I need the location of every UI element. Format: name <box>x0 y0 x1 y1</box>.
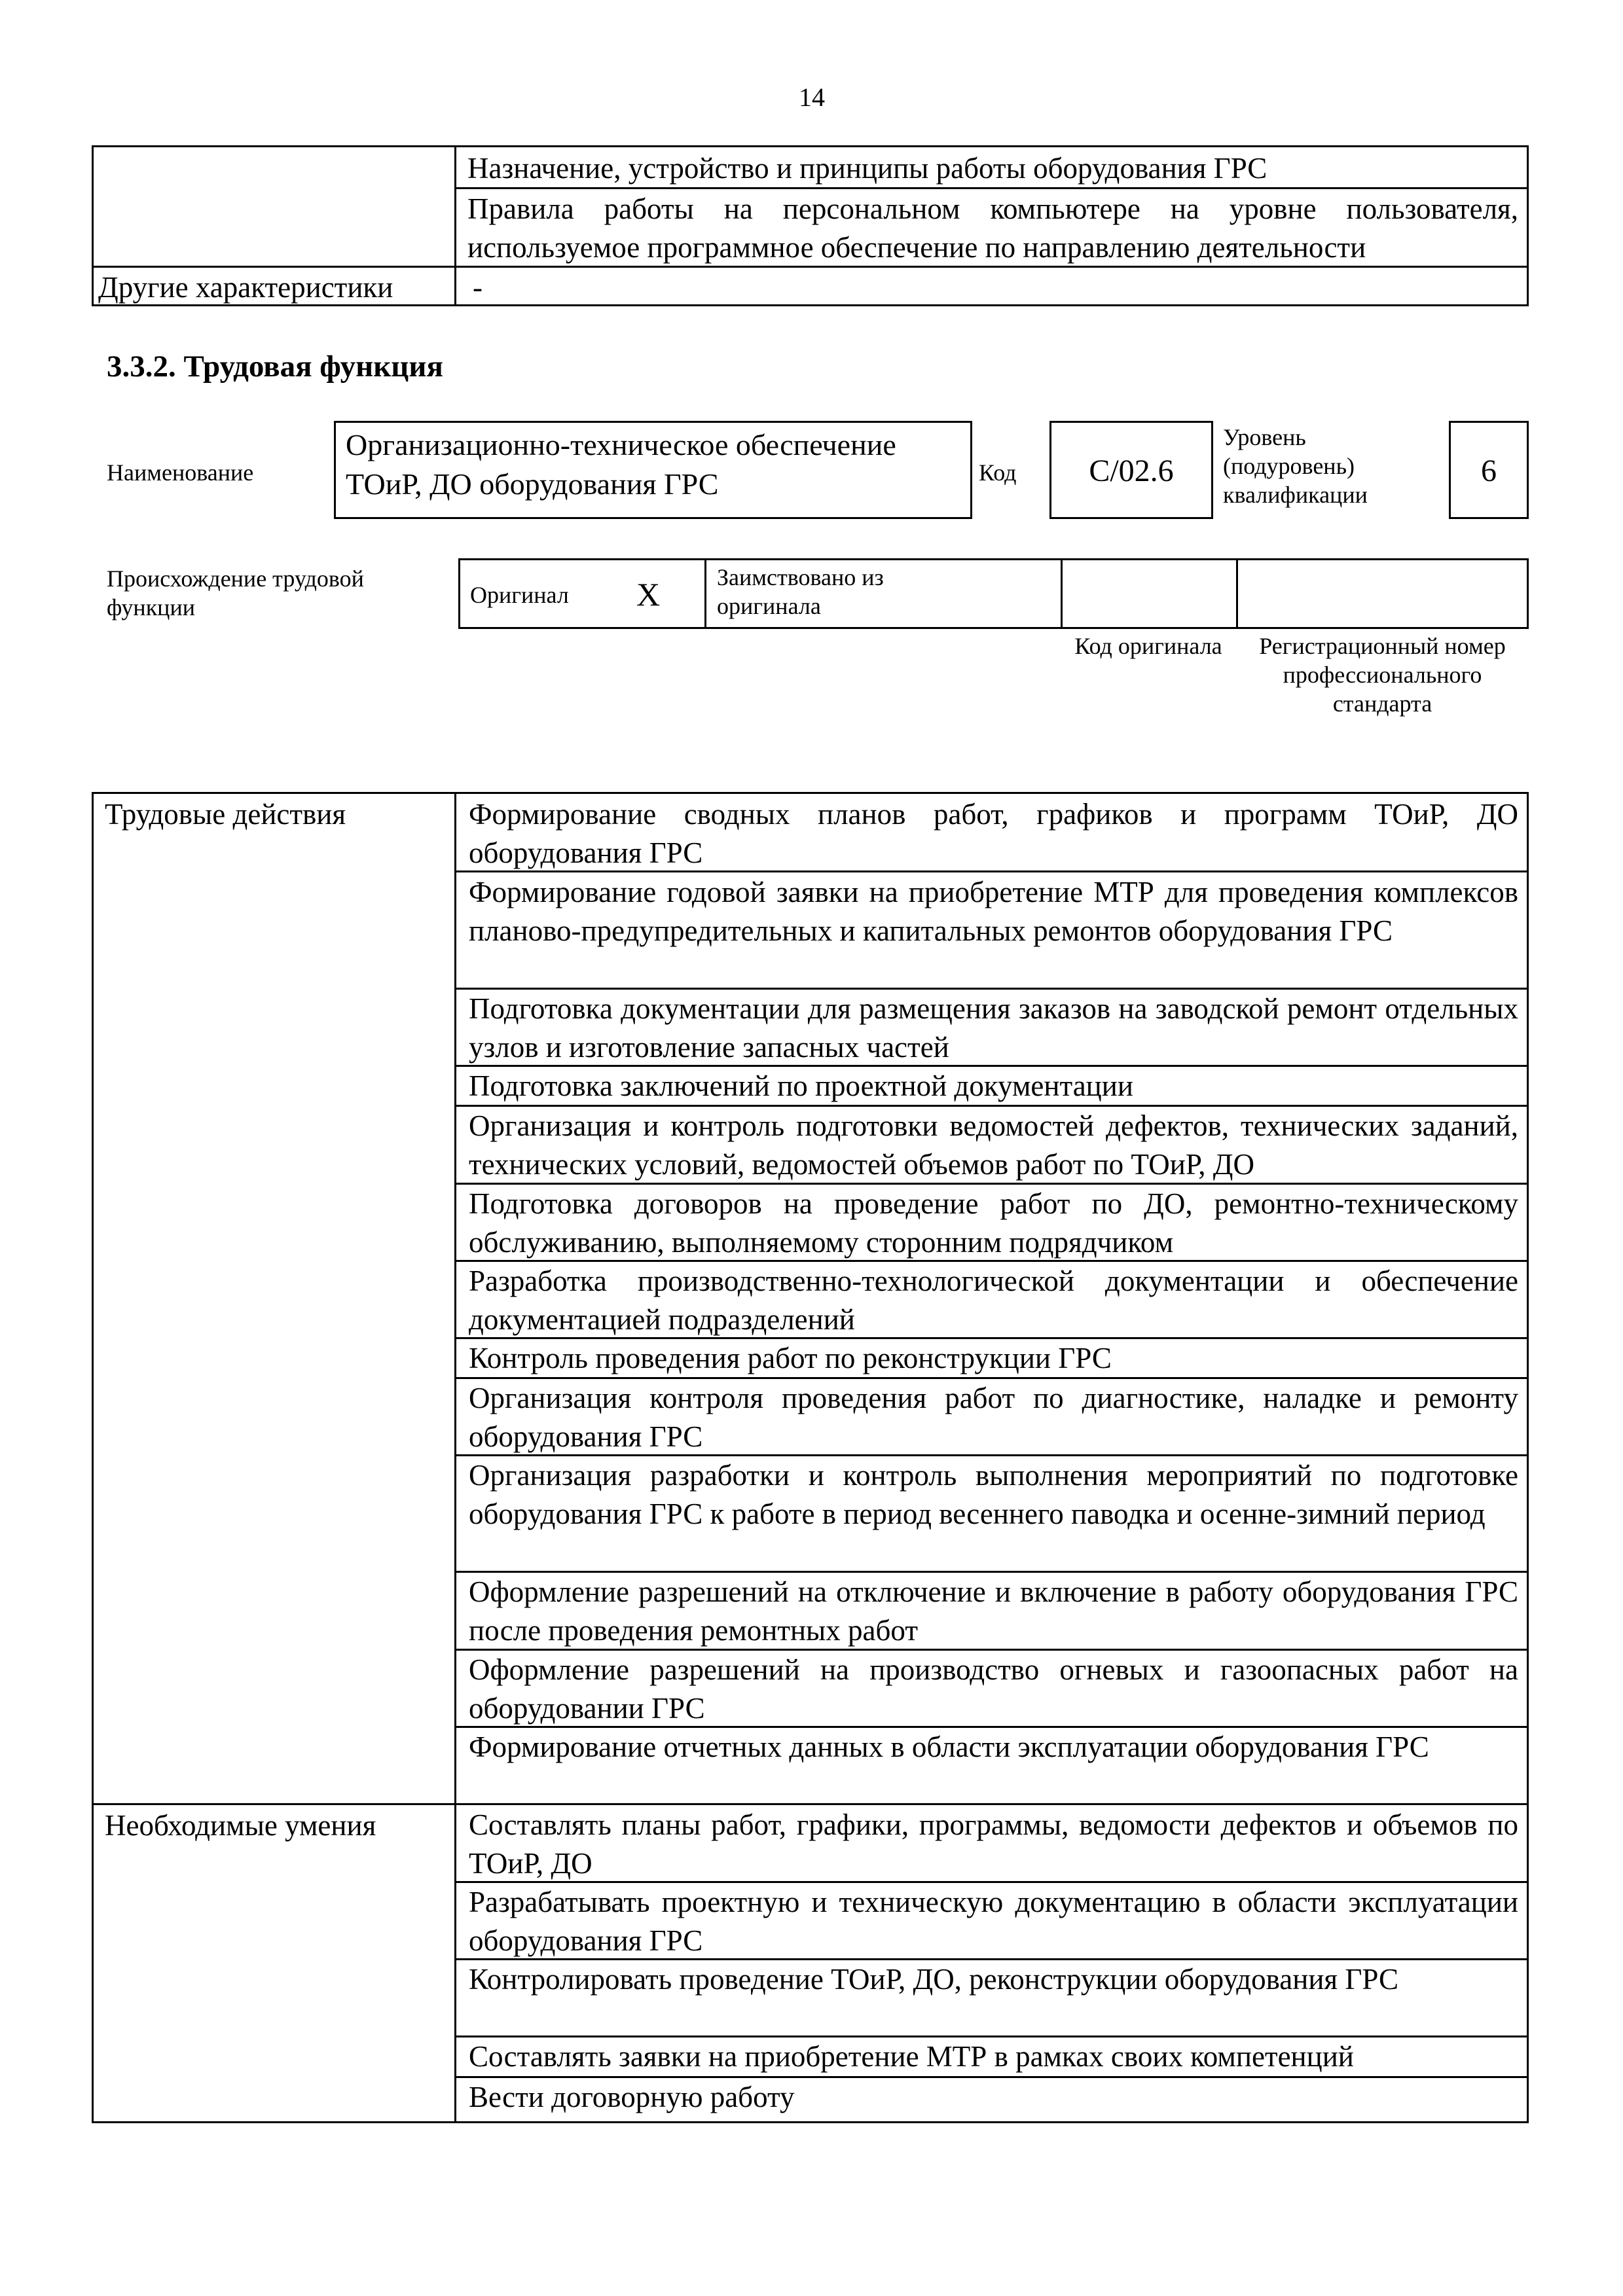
original-label: Оригинал <box>470 582 569 608</box>
top-table-value: Назначение, устройство и принципы работы оборудования ГРС <box>467 152 1267 185</box>
section-heading: 3.3.2. Трудовая функция <box>107 350 443 384</box>
skills-label: Необходимые умения <box>105 1809 376 1842</box>
labor-action-item: Формирование отчетных данных в области эксплуатации оборудования ГРС <box>469 1731 1429 1763</box>
labor-action-item: Организация разработки и контроль выполнения мероприятий по подготовке оборудования ГРС к работе в период весеннего паводка и осенне-зимний период <box>469 1459 1518 1530</box>
labor-action-item: Контроль проведения работ по реконструкции ГРС <box>469 1342 1112 1374</box>
reg-number-caption: Регистрационный номер профессионального стандарта <box>1259 633 1506 717</box>
labor-action-item: Разработка производственно-технологической документации и обеспечение документацией подразделений <box>469 1265 1518 1336</box>
labor-action-item: Оформление разрешений на отключение и включение в работу оборудования ГРС после проведения ремонтных работ <box>469 1575 1518 1647</box>
labor-action-item: Подготовка договоров на проведение работ по ДО, ремонтно-техническому обслуживанию, выполняемому сторонним подрядчиком <box>469 1187 1518 1259</box>
code-value: С/02.6 <box>1089 454 1174 488</box>
labor-action-item: Организация контроля проведения работ по диагностике, наладке и ремонту оборудования ГРС <box>469 1382 1518 1453</box>
level-value: 6 <box>1481 454 1497 488</box>
page-number: 14 <box>799 82 825 112</box>
top-table-value: Правила работы на персональном компьютере на уровне пользователя, используемое программное обеспечение по направлению деятельности <box>467 192 1518 264</box>
labor-action-item: Оформление разрешений на производство огневых и газоопасных работ на оборудовании ГРС <box>469 1653 1518 1725</box>
skill-item: Вести договорную работу <box>469 2081 795 2113</box>
labor-actions-label: Трудовые действия <box>105 798 346 831</box>
other-characteristics-label: Другие характеристики <box>98 271 393 304</box>
name-value: Организационно-техническое обеспечение ТОиР, ДО оборудования ГРС <box>346 428 896 501</box>
labor-action-item: Подготовка документации для размещения заказов на заводской ремонт отдельных узлов и изготовление запасных частей <box>469 992 1518 1064</box>
level-label: Уровень (подуровень) квалификации <box>1223 424 1368 508</box>
skill-item: Контролировать проведение ТОиР, ДО, реконструкции оборудования ГРС <box>469 1963 1398 1996</box>
other-characteristics-value: - <box>473 271 483 304</box>
origin-label: Происхождение трудовой функции <box>107 565 364 620</box>
labor-action-item: Формирование сводных планов работ, графиков и программ ТОиР, ДО оборудования ГРС <box>469 798 1518 869</box>
labor-action-item: Организация и контроль подготовки ведомостей дефектов, технических заданий, технических условий, ведомостей объемов работ по ТОиР, ДО <box>469 1109 1518 1181</box>
name-label: Наименование <box>107 459 254 486</box>
skill-item: Составлять планы работ, графики, программы, ведомости дефектов и объемов по ТОиР, ДО <box>469 1808 1518 1880</box>
skill-item: Составлять заявки на приобретение МТР в рамках своих компетенций <box>469 2040 1354 2073</box>
labor-action-item: Подготовка заключений по проектной документации <box>469 1069 1133 1102</box>
skill-item: Разрабатывать проектную и техническую документацию в области эксплуатации оборудования ГРС <box>469 1886 1518 1957</box>
labor-action-item: Формирование годовой заявки на приобретение МТР для проведения комплексов планово-предупредительных и капитальных ремонтов оборудования ГРС <box>469 876 1518 947</box>
original-mark: Х <box>636 576 661 613</box>
code-original-caption: Код оригинала <box>1074 633 1222 659</box>
code-label: Код <box>979 459 1017 486</box>
borrowed-label: Заимствовано из оригинала <box>717 564 884 619</box>
